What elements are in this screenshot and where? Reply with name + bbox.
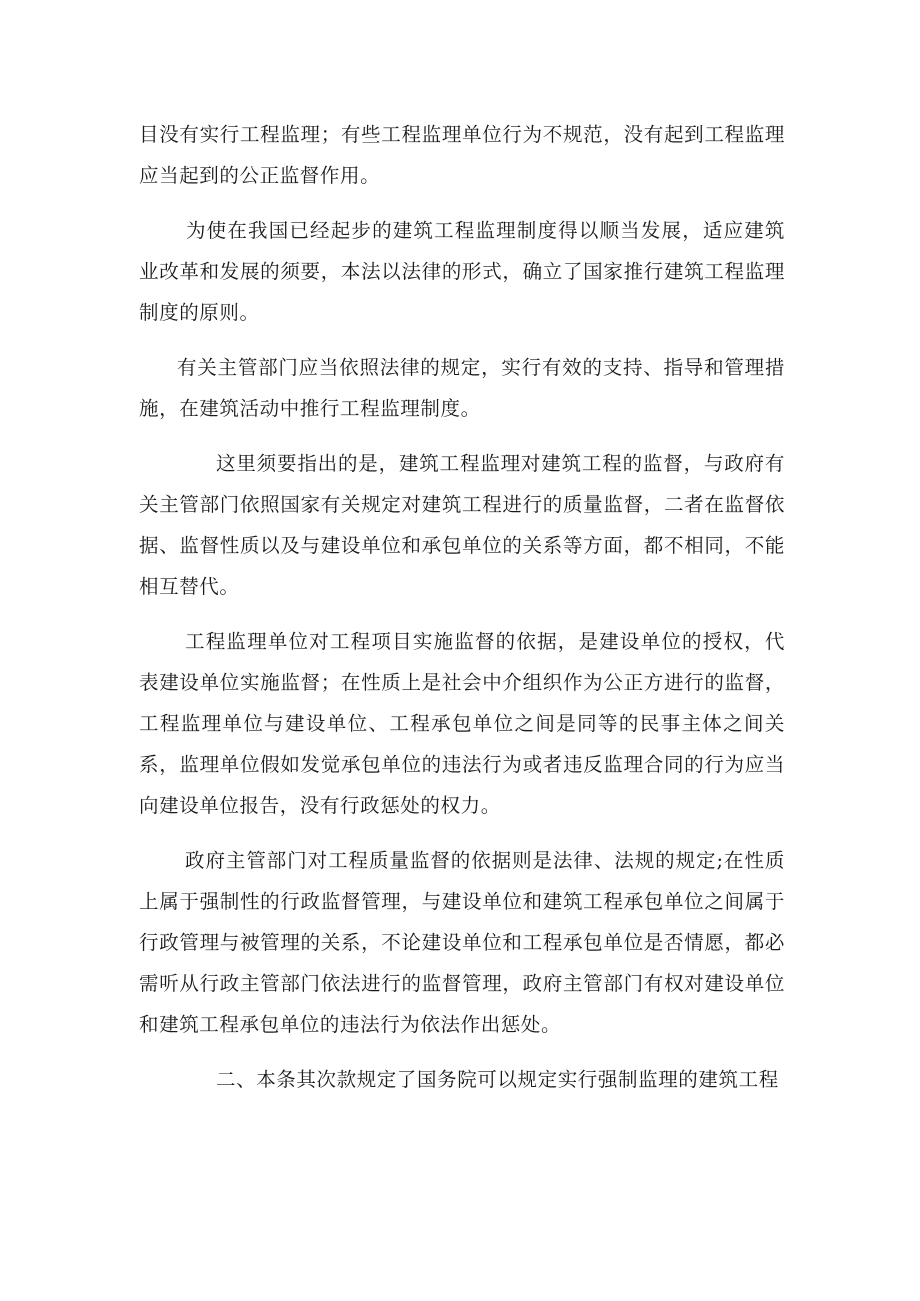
paragraph-3: 有关主管部门应当依照法律的规定，实行有效的支持、指导和管理措施，在建筑活动中推行工程监理制度。 <box>139 356 785 420</box>
paragraph-5: 工程监理单位对工程项目实施监督的依据，是建设单位的授权，代表建设单位实施监督；在性质上是社会中介组织作为公正方进行的监督，工程监理单位与建设单位、工程承包单位之间是同等的民事主体之间关系，监理单位假如发觉承包单位的违法行为或者违反监理合同的行为应当向建设单位报告，没有行政惩处的权力。 <box>139 630 785 817</box>
document-body <box>139 114 785 1114</box>
paragraph-7: 二、本条其次款规定了国务院可以规定实行强制监理的建筑工程 <box>216 1068 779 1091</box>
paragraph-2: 为使在我国已经起步的建筑工程监理制度得以顺当发展，适应建筑业改革和发展的须要，本法以法律的形式，确立了国家推行建筑工程监理制度的原则。 <box>139 219 785 324</box>
paragraph-1: 目没有实行工程监理；有些工程监理单位行为不规范，没有起到工程监理应当起到的公正监督作用。 <box>139 123 785 187</box>
paragraph-4: 这里须要指出的是，建筑工程监理对建筑工程的监督，与政府有关主管部门依照国家有关规定对建筑工程进行的质量监督，二者在监督依据、监督性质以及与建设单位和承包单位的关系等方面，都不相同，不能相互替代。 <box>139 452 785 598</box>
paragraph-6: 政府主管部门对工程质量监督的依据则是法律、法规的规定;在性质上属于强制性的行政监督管理，与建设单位和建筑工程承包单位之间属于行政管理与被管理的关系，不论建设单位和工程承包单位是否情愿，都必需听从行政主管部门依法进行的监督管理，政府主管部门有权对建设单位和建筑工程承包单位的违法行为依法作出惩处。 <box>139 849 785 1036</box>
